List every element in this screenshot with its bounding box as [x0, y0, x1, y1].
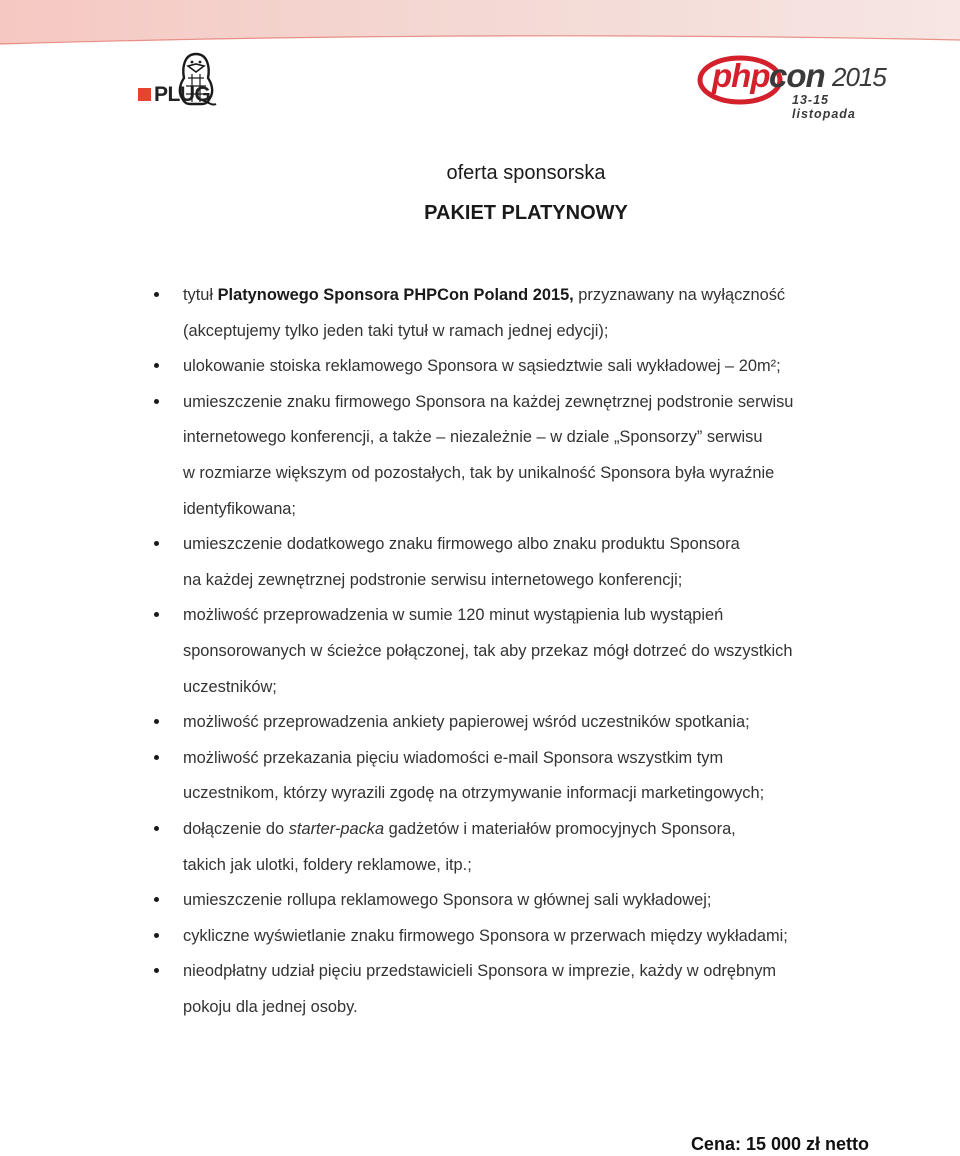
- list-item: [150, 812, 870, 883]
- benefit-text-post: gadżetów i materiałów promocyjnych Sponsora,: [384, 819, 736, 838]
- list-item: [150, 598, 870, 705]
- benefit-text-text: ulokowanie stoiska reklamowego Sponsora w sąsiedztwie sali wykładowej – 20m²;: [183, 357, 781, 376]
- benefit-text-text: cykliczne wyświetlanie znaku firmowego Sponsora w przerwach między wykładami;: [183, 926, 788, 945]
- offer-subtitle: oferta sponsorska: [446, 162, 606, 184]
- benefit-line: [183, 278, 870, 314]
- benefit-line: [183, 527, 870, 563]
- benefit-text-text: uczestników;: [183, 677, 277, 696]
- benefit-line: [183, 670, 870, 706]
- list-item: [150, 278, 870, 349]
- benefit-text-text: możliwość przekazania pięciu wiadomości e-mail Sponsora wszystkim tym: [183, 748, 724, 767]
- phpcon-php-text: php: [712, 57, 770, 94]
- benefit-text-text: (akceptujemy tylko jeden taki tytuł w ramach jednej edycji);: [183, 321, 609, 340]
- bullet-icon: [154, 541, 159, 546]
- plug-logo-text: PLUG: [154, 83, 211, 106]
- benefit-line: [183, 741, 870, 777]
- benefit-text-text: możliwość przeprowadzenia w sumie 120 minut wystąpienia lub wystąpień: [183, 606, 724, 625]
- phpcon-year-text: 2015: [832, 62, 886, 92]
- benefit-text-text: uczestnikom, którzy wyrazili zgodę na otrzymywanie informacji marketingowych;: [183, 784, 765, 803]
- benefit-text-text: internetowego konferencji, a także – niezależnie – w dziale „Sponsorzy” serwisu: [183, 428, 763, 447]
- phpcon-logo: [696, 54, 896, 121]
- list-item: [150, 705, 870, 741]
- benefit-line: [183, 776, 870, 812]
- benefit-text-italic: starter-packa: [288, 819, 385, 838]
- benefit-text-text: takich jak ulotki, foldery reklamowe, itp.;: [183, 855, 472, 874]
- benefit-line: [183, 420, 870, 456]
- benefit-line: [183, 990, 870, 1026]
- plug-logo: [138, 52, 224, 114]
- bullet-icon: [154, 719, 159, 724]
- benefit-text-text: umieszczenie dodatkowego znaku firmowego albo znaku produktu Sponsora: [183, 535, 740, 554]
- phpcon-dates-text: 13-15 listopada: [792, 93, 856, 121]
- benefit-text-text: nieodpłatny udział pięciu przedstawicieli Sponsora w imprezie, każdy w odrębnym: [183, 962, 777, 981]
- benefit-text-text: możliwość przeprowadzenia ankiety papierowej wśród uczestników spotkania;: [183, 713, 750, 732]
- benefit-text-text: w rozmiarze większym od pozostałych, tak by unikalność Sponsora była wyraźnie: [183, 463, 775, 482]
- benefit-line: [183, 563, 870, 599]
- bullet-icon: [154, 399, 159, 404]
- package-title: PAKIET PLATYNOWY: [424, 202, 628, 224]
- list-item: [150, 883, 870, 919]
- list-item: [150, 919, 870, 955]
- benefit-text-text: sponsorowanych w ścieżce połączonej, tak aby przekaz mógł dotrzeć do wszystkich: [183, 641, 793, 660]
- price-label: Cena: 15 000 zł netto: [690, 1134, 869, 1154]
- benefit-line: [183, 634, 870, 670]
- benefit-line: [183, 919, 870, 955]
- benefit-text-bold: Platynowego Sponsora PHPCon Poland 2015,: [217, 286, 574, 304]
- penguin-icon: [172, 52, 220, 110]
- benefit-text-post: przyznawany na wyłączność: [573, 286, 786, 304]
- benefit-line: [183, 705, 870, 741]
- benefit-text-text: umieszczenie znaku firmowego Sponsora na każdej zewnętrznej podstronie serwisu: [183, 392, 794, 411]
- bullet-icon: [154, 897, 159, 902]
- benefits-list: [150, 278, 870, 1025]
- benefit-line: [183, 492, 870, 528]
- bullet-icon: [154, 826, 159, 831]
- benefit-text-text: umieszczenie rollupa reklamowego Sponsora w głównej sali wykładowej;: [183, 891, 712, 910]
- benefit-line: [183, 314, 870, 350]
- bullet-icon: [154, 968, 159, 973]
- benefit-line: [183, 848, 870, 884]
- benefit-text-pre: dołączenie do: [183, 819, 289, 838]
- phpcon-con-text: con: [769, 57, 825, 94]
- benefit-line: [183, 812, 870, 848]
- benefit-text-text: identyfikowana;: [183, 499, 296, 518]
- header-band: [0, 0, 960, 60]
- list-item: [150, 741, 870, 812]
- benefit-text-pre: tytuł: [183, 286, 218, 304]
- list-item: [150, 349, 870, 385]
- benefit-line: [183, 349, 870, 385]
- plug-square-icon: [138, 88, 151, 101]
- benefit-line: [183, 954, 870, 990]
- benefit-line: [183, 883, 870, 919]
- benefit-line: [183, 456, 870, 492]
- bullet-icon: [154, 363, 159, 368]
- bullet-icon: [154, 755, 159, 760]
- benefit-text-text: pokoju dla jednej osoby.: [183, 997, 358, 1016]
- benefit-line: [183, 598, 870, 634]
- list-item: [150, 954, 870, 1025]
- benefit-line: [183, 385, 870, 421]
- bullet-icon: [154, 612, 159, 617]
- bullet-icon: [154, 933, 159, 938]
- list-item: [150, 527, 870, 598]
- bullet-icon: [154, 292, 159, 297]
- list-item: [150, 385, 870, 527]
- benefit-text-text: na każdej zewnętrznej podstronie serwisu internetowego konferencji;: [183, 570, 683, 589]
